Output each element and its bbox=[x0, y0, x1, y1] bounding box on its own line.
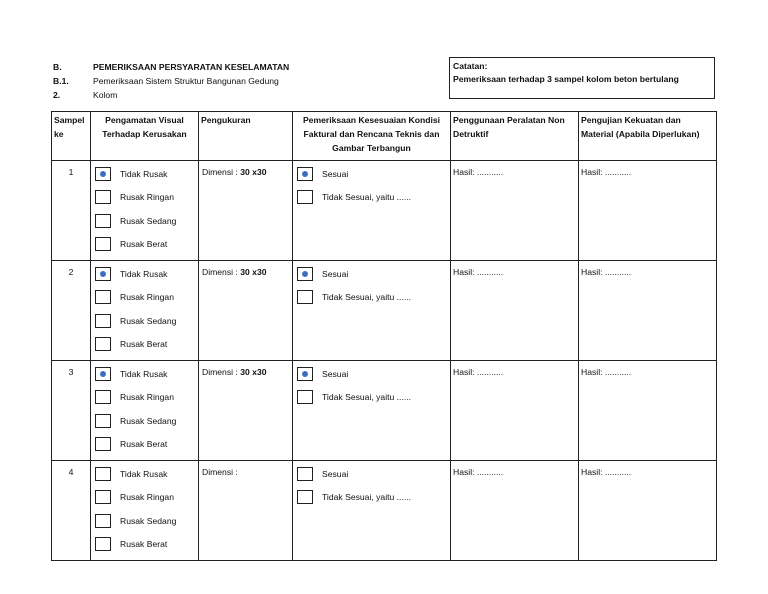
option-label: Rusak Sedang bbox=[120, 315, 177, 326]
option-label: Rusak Ringan bbox=[120, 192, 174, 203]
visual-options-cell bbox=[91, 361, 199, 461]
sample-number: 3 bbox=[52, 361, 91, 461]
option-label: Tidak Sesuai, yaitu ...... bbox=[322, 392, 412, 403]
table-header-row bbox=[52, 112, 717, 161]
measurement-cell bbox=[199, 361, 293, 461]
kesesuaian-option bbox=[293, 462, 450, 486]
visual-option bbox=[91, 462, 198, 486]
option-label: Tidak Sesuai, yaitu ...... bbox=[322, 492, 412, 503]
ndt-cell bbox=[451, 361, 579, 461]
hasil-field: Hasil: ........... bbox=[453, 167, 504, 177]
note-box bbox=[449, 57, 715, 99]
visual-option bbox=[91, 386, 198, 410]
option-label: Rusak Berat bbox=[120, 339, 168, 350]
option-label: Rusak Ringan bbox=[120, 492, 174, 503]
visual-option bbox=[91, 233, 198, 257]
col-header-visual: Pengamatan Visual Terhadap Kerusakan bbox=[91, 112, 199, 161]
section-title: PEMERIKSAAN PERSYARATAN KESELAMATAN bbox=[93, 62, 290, 72]
measurement-cell bbox=[199, 261, 293, 361]
option-label: Rusak Sedang bbox=[120, 515, 177, 526]
option-label: Tidak Rusak bbox=[120, 268, 168, 279]
option-label: Tidak Rusak bbox=[120, 468, 168, 479]
kesesuaian-option bbox=[293, 162, 450, 186]
section-code: 2. bbox=[53, 90, 61, 100]
measurement-cell bbox=[199, 161, 293, 261]
kesesuaian-option bbox=[293, 286, 450, 310]
section-title: Pemeriksaan Sistem Struktur Bangunan Gedung bbox=[93, 76, 279, 86]
note-label: Catatan: bbox=[453, 61, 488, 71]
col-header-ndt: Penggunaan Peralatan Non Detruktif bbox=[451, 112, 579, 161]
note-text: Pemeriksaan terhadap 3 sampel kolom beton bertulang bbox=[453, 74, 679, 84]
checkbox[interactable] bbox=[297, 190, 313, 204]
checkbox[interactable] bbox=[95, 390, 111, 404]
hasil-field: Hasil: ........... bbox=[581, 367, 632, 377]
visual-option bbox=[91, 286, 198, 310]
kekuatan-cell bbox=[579, 261, 717, 361]
measurement-cell bbox=[199, 461, 293, 561]
header-line bbox=[53, 88, 289, 102]
kesesuaian-options-cell bbox=[293, 461, 451, 561]
dimensi-value: 30 x30 bbox=[240, 367, 267, 377]
visual-option bbox=[91, 209, 198, 233]
sample-number: 4 bbox=[52, 461, 91, 561]
dimensi-label: Dimensi : bbox=[202, 367, 238, 377]
hasil-field: Hasil: ........... bbox=[581, 467, 632, 477]
hasil-field: Hasil: ........... bbox=[581, 167, 632, 177]
checkbox[interactable] bbox=[95, 237, 111, 251]
checkbox[interactable] bbox=[297, 467, 313, 481]
option-label: Tidak Rusak bbox=[120, 168, 168, 179]
kekuatan-cell bbox=[579, 461, 717, 561]
section-title: Kolom bbox=[93, 90, 118, 100]
visual-option bbox=[91, 486, 198, 510]
visual-option bbox=[91, 162, 198, 186]
checkbox[interactable] bbox=[95, 437, 111, 451]
checkbox[interactable] bbox=[95, 337, 111, 351]
option-label: Rusak Sedang bbox=[120, 215, 177, 226]
checkbox[interactable] bbox=[95, 167, 111, 181]
section-header bbox=[53, 60, 289, 102]
table-row bbox=[52, 161, 717, 261]
checkbox[interactable] bbox=[297, 490, 313, 504]
checkbox[interactable] bbox=[297, 267, 313, 281]
dimensi-label: Dimensi : bbox=[202, 267, 238, 277]
checkbox[interactable] bbox=[95, 490, 111, 504]
option-label: Tidak Sesuai, yaitu ...... bbox=[322, 292, 412, 303]
ndt-cell bbox=[451, 461, 579, 561]
visual-option bbox=[91, 509, 198, 533]
header-line bbox=[53, 74, 289, 88]
checkbox[interactable] bbox=[95, 267, 111, 281]
table-row bbox=[52, 461, 717, 561]
checkbox[interactable] bbox=[95, 290, 111, 304]
option-label: Rusak Berat bbox=[120, 239, 168, 250]
checkbox[interactable] bbox=[297, 367, 313, 381]
inspection-table bbox=[51, 111, 717, 561]
hasil-field: Hasil: ........... bbox=[453, 367, 504, 377]
checkbox[interactable] bbox=[95, 537, 111, 551]
visual-option bbox=[91, 309, 198, 333]
checkbox[interactable] bbox=[297, 290, 313, 304]
option-label: Sesuai bbox=[322, 268, 349, 279]
option-label: Tidak Sesuai, yaitu ...... bbox=[322, 192, 412, 203]
visual-options-cell bbox=[91, 461, 199, 561]
col-header-sampel: Sampel ke bbox=[52, 112, 91, 161]
option-label: Sesuai bbox=[322, 368, 349, 379]
hasil-field: Hasil: ........... bbox=[453, 267, 504, 277]
visual-option bbox=[91, 533, 198, 557]
checkbox[interactable] bbox=[95, 214, 111, 228]
kesesuaian-options-cell bbox=[293, 261, 451, 361]
checkbox[interactable] bbox=[95, 467, 111, 481]
visual-option bbox=[91, 333, 198, 357]
section-code: B.1. bbox=[53, 76, 69, 86]
table-row bbox=[52, 261, 717, 361]
checkbox[interactable] bbox=[95, 314, 111, 328]
option-label: Tidak Rusak bbox=[120, 368, 168, 379]
col-header-pengukuran: Pengukuran bbox=[199, 112, 293, 161]
col-header-kesesuaian: Pemeriksaan Kesesuaian Kondisi Faktural dan Rencana Teknis dan Gambar Terbangun bbox=[293, 112, 451, 161]
ndt-cell bbox=[451, 161, 579, 261]
option-label: Sesuai bbox=[322, 168, 349, 179]
kesesuaian-option bbox=[293, 386, 450, 410]
dimensi-label: Dimensi : bbox=[202, 467, 238, 477]
kesesuaian-option bbox=[293, 486, 450, 510]
visual-option bbox=[91, 262, 198, 286]
visual-option bbox=[91, 409, 198, 433]
ndt-cell bbox=[451, 261, 579, 361]
kekuatan-cell bbox=[579, 361, 717, 461]
option-label: Rusak Berat bbox=[120, 539, 168, 550]
header-line bbox=[53, 60, 289, 74]
kesesuaian-options-cell bbox=[293, 361, 451, 461]
hasil-field: Hasil: ........... bbox=[581, 267, 632, 277]
option-label: Sesuai bbox=[322, 468, 349, 479]
dimensi-value: 30 x30 bbox=[240, 167, 267, 177]
option-label: Rusak Sedang bbox=[120, 415, 177, 426]
checkbox[interactable] bbox=[95, 367, 111, 381]
option-label: Rusak Ringan bbox=[120, 392, 174, 403]
hasil-field: Hasil: ........... bbox=[453, 467, 504, 477]
col-header-kekuatan: Pengujian Kekuatan dan Material (Apabila Diperlukan) bbox=[579, 112, 717, 161]
kesesuaian-option bbox=[293, 362, 450, 386]
checkbox[interactable] bbox=[95, 514, 111, 528]
kesesuaian-option bbox=[293, 262, 450, 286]
table-row bbox=[52, 361, 717, 461]
dimensi-label: Dimensi : bbox=[202, 167, 238, 177]
checkbox[interactable] bbox=[297, 390, 313, 404]
checkbox[interactable] bbox=[297, 167, 313, 181]
sample-number: 1 bbox=[52, 161, 91, 261]
visual-option bbox=[91, 433, 198, 457]
section-code: B. bbox=[53, 62, 62, 72]
kekuatan-cell bbox=[579, 161, 717, 261]
visual-options-cell bbox=[91, 261, 199, 361]
checkbox[interactable] bbox=[95, 190, 111, 204]
visual-options-cell bbox=[91, 161, 199, 261]
dimensi-value: 30 x30 bbox=[240, 267, 267, 277]
visual-option bbox=[91, 362, 198, 386]
visual-option bbox=[91, 186, 198, 210]
kesesuaian-options-cell bbox=[293, 161, 451, 261]
sample-number: 2 bbox=[52, 261, 91, 361]
option-label: Rusak Berat bbox=[120, 439, 168, 450]
option-label: Rusak Ringan bbox=[120, 292, 174, 303]
kesesuaian-option bbox=[293, 186, 450, 210]
checkbox[interactable] bbox=[95, 414, 111, 428]
